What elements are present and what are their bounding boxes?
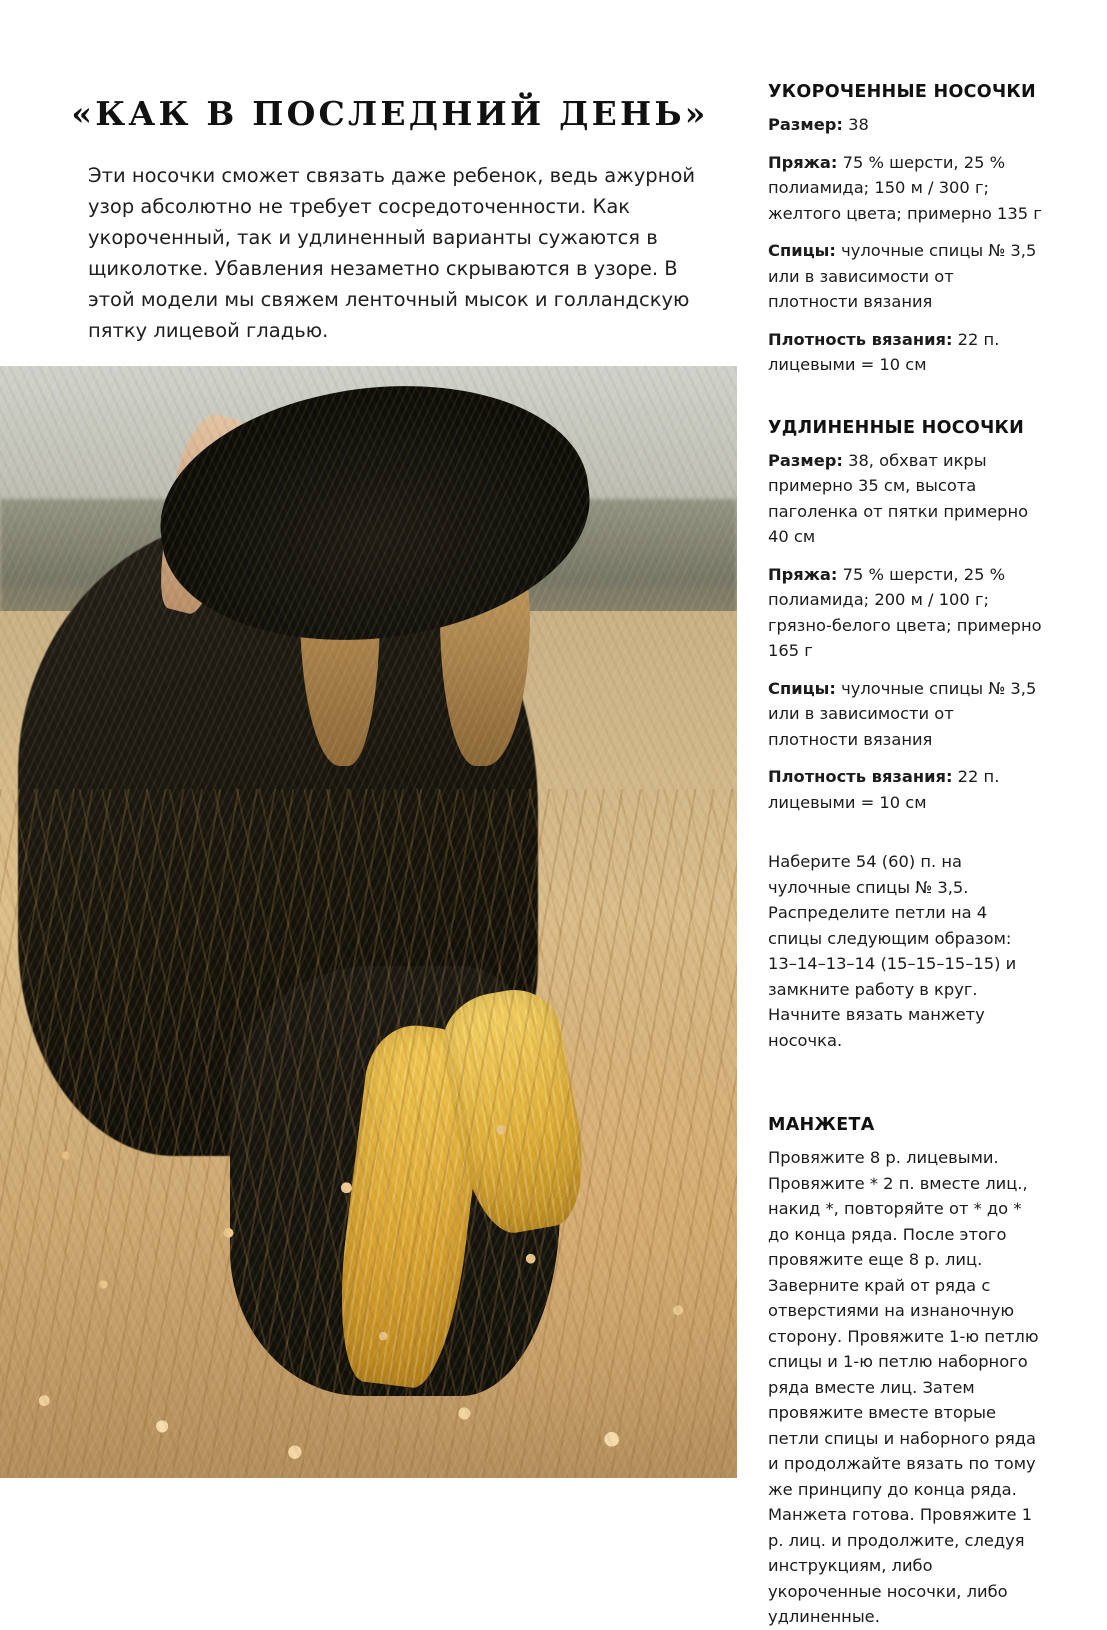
spec-label: Спицы: [768, 241, 836, 260]
spec-value: 22 п. лицевыми = 10 см [768, 329, 1000, 374]
spec-value: 75 % шерсти, 25 % полиамида; 150 м / 300 г; желтого цвета; примерно 135 г [768, 152, 1042, 223]
spec-value: 38, обхват икры примерно 35 см, высота паголенка от пятки примерно 40 см [768, 450, 1029, 546]
section-heading-short-socks: УКОРОЧЕННЫЕ НОСОЧКИ [768, 82, 1036, 102]
specs-column [768, 82, 1044, 1630]
spec-size-long [768, 448, 1044, 550]
spec-value: 75 % шерсти, 25 % полиамида; 200 м / 100 г; грязно-белого цвета; примерно 165 г [768, 564, 1042, 660]
spec-value: чулочные спицы № 3,5 или в зависимости от плотности вязания [768, 241, 1037, 311]
spec-yarn-long [768, 562, 1044, 664]
section-heading-long-socks: УДЛИНЕННЫЕ НОСОЧКИ [768, 417, 1025, 438]
spec-label: Пряжа: [768, 564, 838, 584]
spec-label: Плотность вязания: [768, 767, 953, 786]
photo-flowers [0, 833, 737, 1478]
spacer [768, 1065, 1044, 1075]
cuff-instructions: Провяжите 8 р. лицевыми. Провяжите * 2 п. вместе лиц., накид *, повторяйте от * до * до конца ряда. После этого провяжите еще 8 р. лиц. Заверните край от ряда с отверстиями на изнаночную сторону. Провяжите 1-ю петлю спицы и 1-ю петлю наборного ряда вместе лиц. Затем провяжите вместе вторые петли спицы и наборного ряда и продолжайте вязать по тому же принципу до конца ряда. Манжета готова. Провяжите 1 р. лиц. и продолжите, следуя инструкциям, либо укороченные носочки, либо удлиненные. [768, 1148, 1039, 1626]
cast-on-instructions: Наберите 54 (60) п. на чулочные спицы № 3,5. Распределите петли на 4 спицы следующим образом: 13–14–13–14 (15–15–15–15) и замкните работу в круг. Начните вязать манжету носочка. [768, 852, 1017, 1050]
spec-needles-long [768, 676, 1044, 753]
spec-label: Плотность вязания: [768, 329, 953, 349]
hero-photo [0, 366, 737, 1478]
spec-gauge-long [768, 764, 1044, 815]
intro-paragraph: Эти носочки сможет связать даже ребенок, ведь ажурной узор абсолютно не требует сосредоточенности. Как укороченный, так и удлиненный варианты сужаются в щиколотке. Убавления незаметно скрываются в узоре. В этой модели мы свяжем ленточный мысок и голландскую пятку лицевой гладью. [88, 163, 696, 342]
page-title: «КАК В ПОСЛЕДНИЙ ДЕНЬ» [71, 94, 709, 134]
spec-label: Размер: [768, 115, 843, 134]
spec-value: чулочные спицы № 3,5 или в зависимости от плотности вязания [768, 678, 1037, 749]
spec-gauge-short [768, 327, 1044, 378]
spec-label: Размер: [768, 450, 843, 470]
spec-size-short [768, 112, 1044, 138]
section-heading-cuff: МАНЖЕТА [768, 1115, 875, 1135]
spacer [768, 827, 1044, 849]
spec-value: 38 [842, 115, 869, 134]
spec-label: Спицы: [768, 678, 836, 698]
spec-needles-short [768, 238, 1044, 315]
spec-value: 22 п. лицевыми = 10 см [768, 767, 1000, 812]
spec-yarn-short [768, 150, 1044, 227]
spec-label: Пряжа: [768, 152, 838, 172]
